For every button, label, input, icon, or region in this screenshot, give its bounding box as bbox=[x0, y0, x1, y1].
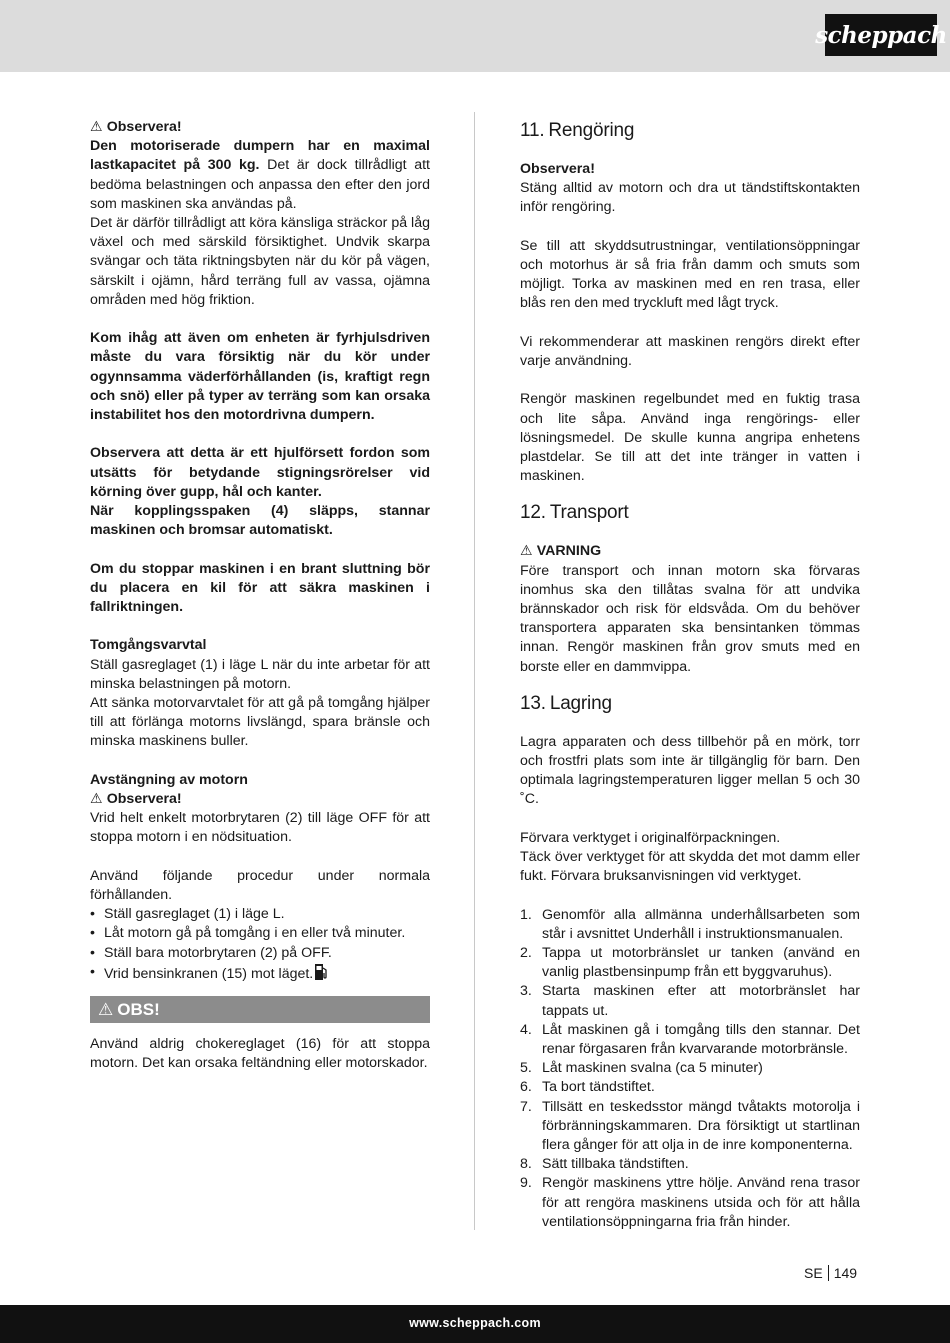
list-item: 8. Sätt tillbaka tändstiften. bbox=[520, 1156, 689, 1173]
warning-triangle-icon: ⚠ bbox=[90, 791, 103, 808]
warning-triangle-icon: ⚠ bbox=[520, 543, 533, 560]
idle-paragraph-2: Att sänka motorvarvtalet för att gå på tomgång hjälper till att förlänga motorns livslängd, spara bränsle och minska maskinens buller. bbox=[90, 695, 430, 750]
warning-triangle-icon: ⚠ bbox=[90, 119, 103, 135]
weather-paragraph: Kom ihåg att även om enheten är fyrhjulsdriven måste du vara försiktig när du kör under ogynnsamma väderförhållanden (is, kraftigt regn och snö) eller på typer av terräng som kan orsaka instabilitet hos den motordrivna dumpern. bbox=[90, 330, 430, 424]
section-12-heading: 12. Transport bbox=[520, 502, 629, 524]
stop-procedure-list bbox=[90, 905, 430, 984]
column-divider bbox=[474, 112, 475, 1230]
stop-paragraph-2: Använd följande procedur under normala förhållanden. bbox=[90, 867, 430, 904]
observe-heading-2: ⚠ Observera! bbox=[90, 790, 430, 809]
warning-triangle-icon: ⚠ bbox=[98, 1000, 114, 1020]
storage-paragraph-1: Lagra apparaten och dess tillbehör på en mörk, torr och frostfri plats som inte är tillgänglig för barn. Den optimala lagringstemperaturen ligger mellan 5 och 30 ˚C. bbox=[520, 733, 860, 808]
brand-logo: scheppach bbox=[825, 14, 937, 56]
left-column bbox=[90, 118, 430, 1073]
right-column bbox=[520, 118, 860, 1232]
transport-paragraph: Före transport och innan motorn ska förvaras inomhus ska den tillåtas svalna för att undvika brännskador och risk för eldsvåda. Om du behöver transportera apparaten ska bensintanken tömmas innan. Rengör maskinen från grov smuts med en borste eller en dammvippa. bbox=[520, 562, 860, 675]
obs-notice-box: ⚠ OBS! bbox=[90, 996, 430, 1023]
list-item: 5. Låt maskinen svalna (ca 5 minuter) bbox=[520, 1060, 763, 1077]
list-item: • Vrid bensinkranen (15) mot läget. bbox=[90, 963, 430, 984]
idle-heading: Tomgångsvarvtal bbox=[90, 637, 207, 654]
load-capacity-paragraph: Den motoriserade dumpern har en maximal lastkapacitet på 300 kg. Det är dock tillrådligt att bedöma belastningen och anpassa den efter den jord som maskinen ska användas på. bbox=[90, 138, 430, 212]
list-item: • Ställ bara motorbrytaren (2) på OFF. bbox=[90, 944, 430, 963]
list-item: 4. Låt maskinen gå i tomgång tills den stannar. Det renar förgasaren från kvarvarande motorbränsle. bbox=[520, 1021, 860, 1058]
storage-paragraph-3: Täck över verktyget för att skydda det mot damm eller fukt. Förvara bruksanvisningen vid verktyget. bbox=[520, 849, 860, 885]
section-11-heading: 11. Rengöring bbox=[520, 120, 635, 141]
cleaning-paragraph-2: Se till att skyddsutrustningar, ventilationsöppningar och motorhus är så fria från damm och smuts som möjligt. Torka av maskinen med en ren trasa, eller blås ren den med tryckluft med lågt tryck. bbox=[520, 237, 860, 312]
list-item: • Låt motorn gå på tomgång i en eller två minuter. bbox=[90, 924, 430, 943]
list-item: 3. Starta maskinen efter att motorbränslet har tappats ut. bbox=[520, 983, 860, 1019]
wheeled-vehicle-paragraph: Observera att detta är ett hjulförsett fordon som utsätts för betydande stigningsrörelser vid körning över gupp, hål och kanter. bbox=[90, 445, 430, 500]
observe-heading: ⚠ Observera! bbox=[90, 118, 430, 137]
cleaning-paragraph-1: Stäng alltid av motorn och dra ut tändstiftskontakten inför rengöring. bbox=[520, 180, 860, 216]
clutch-paragraph: När kopplingsspaken (4) släpps, stannar maskinen och bromsar automatiskt. bbox=[90, 503, 430, 539]
cleaning-paragraph-4: Rengör maskinen regelbundet med en fuktig trasa och lite såpa. Använd inga rengörings- eller lösningsmedel. De skulle kunna angripa enhetens plastdelar. Se till att det inte tränger in vatten i maskinen. bbox=[520, 391, 860, 485]
list-item: 6. Ta bort tändstiftet. bbox=[520, 1079, 655, 1096]
fuel-pump-icon bbox=[314, 963, 328, 981]
page-number-separator bbox=[828, 1265, 829, 1281]
storage-steps-list bbox=[520, 906, 860, 1232]
list-item: 9. Rengör maskinens yttre hölje. Använd rena trasor för att rengöra maskinens utsida och för att hålla ventilationsöppningarna fria från hinder. bbox=[520, 1175, 860, 1230]
idle-paragraph-1: Ställ gasreglaget (1) i läge L när du inte arbetar för att minska belastningen på motorn. bbox=[90, 656, 430, 692]
page-number: SE 149 bbox=[804, 1265, 858, 1281]
cleaning-paragraph-3: Vi rekommenderar att maskinen rengörs direkt efter varje användning. bbox=[520, 333, 860, 369]
storage-paragraph-2: Förvara verktyget i originalförpackningen. bbox=[520, 829, 781, 846]
slope-paragraph: Om du stoppar maskinen i en brant sluttning bör du placera en kil för att säkra maskinen i fallriktningen. bbox=[90, 560, 430, 616]
caution-paragraph: Det är därför tillrådligt att köra känsliga sträckor på låg växel och med särskild försiktighet. Undvik skarpa svängar och täta riktningsbyten när du kör på vägen, särskilt i ojämn, hård terräng full av vassa, ojämna områden med hög friktion. bbox=[90, 215, 430, 308]
section-13-heading: 13. Lagring bbox=[520, 692, 612, 714]
list-item: 7. Tillsätt en teskedsstor mängd tvåtakts motorolja i förbränningskammaren. Dra försiktigt ut startlinan flera gånger för att olja in de inre komponenterna. bbox=[520, 1098, 860, 1154]
list-item: • Ställ gasreglaget (1) i läge L. bbox=[90, 905, 430, 924]
cleaning-observe-label: Observera! bbox=[520, 161, 595, 177]
engine-stop-heading: Avstängning av motorn bbox=[90, 771, 248, 788]
list-item: 2. Tappa ut motorbränslet ur tanken (använd en vanlig plastbensinpump från ett byggvaruhus). bbox=[520, 945, 860, 981]
choke-warning-paragraph: Använd aldrig chokereglaget (16) för att stoppa motorn. Det kan orsaka feltändning eller motorskador. bbox=[90, 1036, 430, 1072]
list-item: 1. Genomför alla allmänna underhållsarbeten som står i avsnittet Underhåll i instruktionsmanualen. bbox=[520, 906, 860, 942]
stop-paragraph-1: Vrid helt enkelt motorbrytaren (2) till läge OFF för att stoppa motorn i en nödsituation. bbox=[90, 810, 430, 846]
transport-warning-label: ⚠ VARNING bbox=[520, 542, 860, 561]
footer-website-link[interactable]: www.scheppach.com bbox=[409, 1316, 541, 1330]
header-band bbox=[0, 0, 950, 72]
